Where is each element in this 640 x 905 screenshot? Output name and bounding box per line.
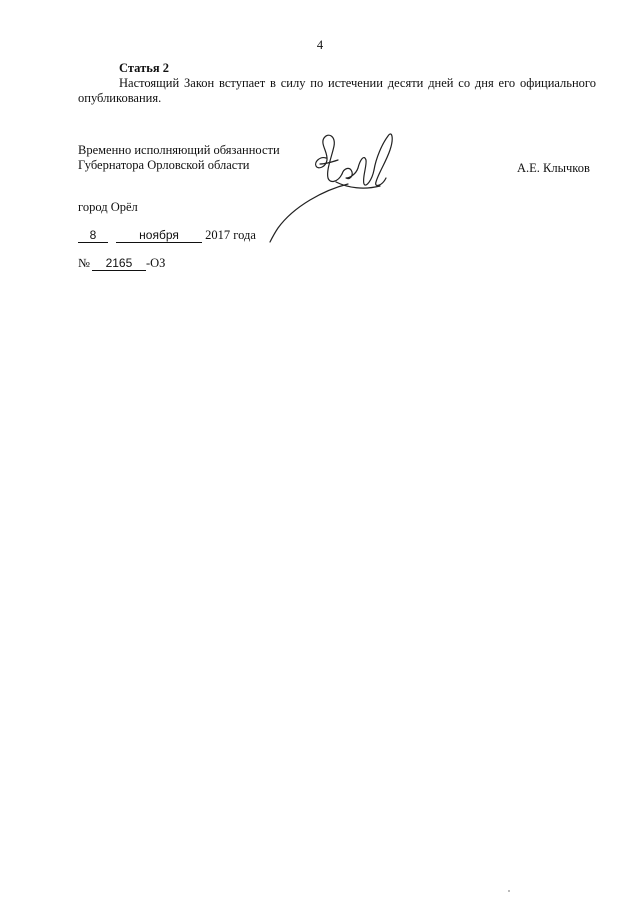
scan-speck [508,890,510,892]
date-line [78,228,256,243]
city: город Орёл [78,200,138,214]
signer-name: А.Е. Клычков [517,161,590,175]
date-year: 2017 года [205,228,256,242]
page-number: 4 [316,38,324,52]
law-number: 2165 [92,257,146,271]
number-sign: № [78,256,90,270]
article-heading: Статья 2 [119,61,169,75]
date-month: ноября [116,229,202,243]
law-number-line [78,256,165,271]
law-number-suffix: -ОЗ [145,256,166,270]
signer-position: Временно исполняющий обязанности Губернатора Орловской области [78,143,280,172]
handwritten-signature [260,120,410,245]
date-day: 8 [78,229,108,243]
article-body: Настоящий Закон вступает в силу по истечении десяти дней со дня его официального опубликования. [78,76,596,105]
